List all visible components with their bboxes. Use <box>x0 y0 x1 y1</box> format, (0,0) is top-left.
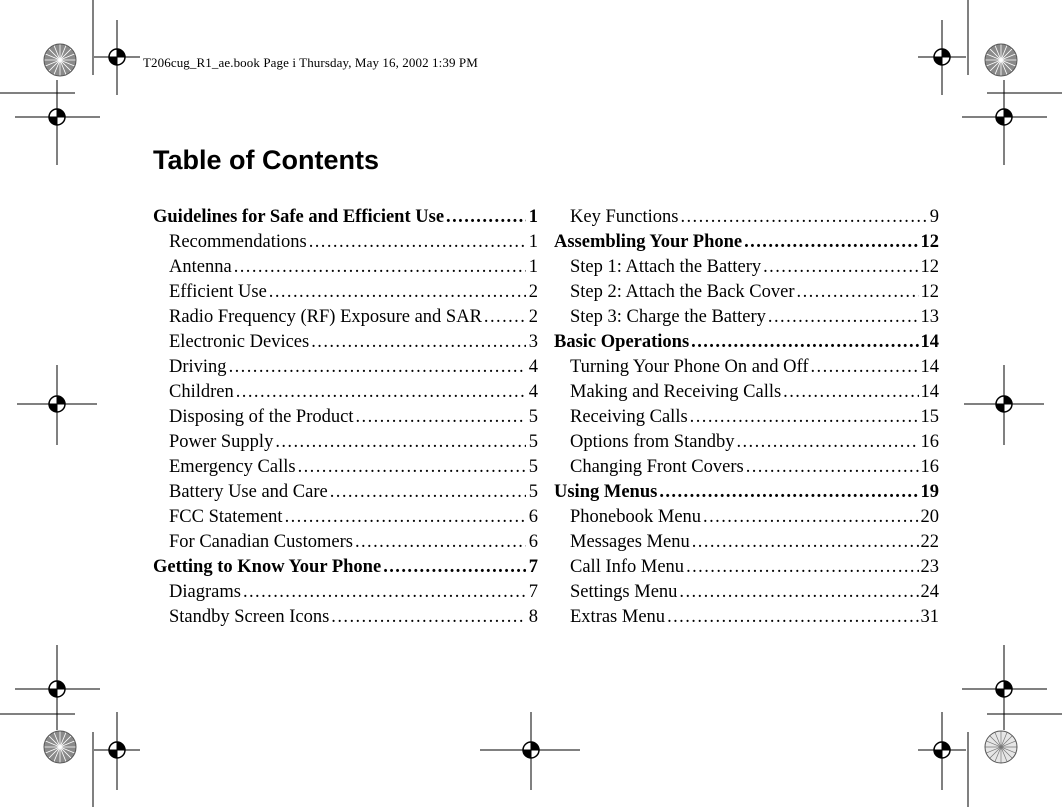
toc-page-number: 16 <box>920 432 939 452</box>
toc-entry[interactable] <box>153 455 538 480</box>
toc-page-number: 7 <box>528 582 538 602</box>
toc-entry-title: For Canadian Customers <box>169 532 353 552</box>
dot-leader <box>446 205 526 230</box>
dot-leader <box>659 480 918 505</box>
toc-entry[interactable] <box>153 330 538 355</box>
dot-leader <box>679 580 918 605</box>
dot-leader <box>680 205 927 230</box>
dot-leader <box>703 505 918 530</box>
toc-entry-title: Settings Menu <box>570 582 678 602</box>
toc-entry-title: Step 2: Attach the Back Cover <box>570 282 795 302</box>
toc-page-number: 15 <box>920 407 939 427</box>
toc-entry-title: Electronic Devices <box>169 332 310 352</box>
toc-entry-title: Options from Standby <box>570 432 735 452</box>
toc-entry-title: Using Menus <box>554 482 658 502</box>
toc-entry-title: Power Supply <box>169 432 274 452</box>
toc-page-number: 23 <box>920 557 939 577</box>
toc-entry[interactable] <box>554 405 939 430</box>
dot-leader <box>744 230 918 255</box>
dot-leader <box>331 605 526 630</box>
dot-leader <box>763 255 918 280</box>
toc-page-number: 20 <box>920 507 939 527</box>
dot-leader <box>275 430 526 455</box>
dot-leader <box>236 380 526 405</box>
dot-leader <box>355 405 526 430</box>
dot-leader <box>234 255 526 280</box>
toc-entry-title: Assembling Your Phone <box>554 232 743 252</box>
toc-entry-title: Antenna <box>169 257 232 277</box>
dot-leader <box>229 355 526 380</box>
toc-entry-title: Making and Receiving Calls <box>570 382 782 402</box>
toc-entry[interactable] <box>153 305 538 330</box>
toc-entry[interactable] <box>554 530 939 555</box>
toc-entry-title: Key Functions <box>570 207 679 227</box>
toc-entry[interactable] <box>153 605 538 630</box>
toc-entry[interactable] <box>554 280 939 305</box>
toc-section-entry[interactable] <box>554 330 939 355</box>
toc-page-number: 22 <box>920 532 939 552</box>
toc-page-number: 5 <box>528 407 538 427</box>
dot-leader <box>484 305 526 330</box>
toc-entry-title: Diagrams <box>169 582 241 602</box>
toc-page-number: 19 <box>920 482 939 502</box>
dot-leader <box>686 555 918 580</box>
dot-leader <box>309 230 526 255</box>
toc-section-entry[interactable] <box>153 555 538 580</box>
dot-leader <box>746 455 919 480</box>
toc-entry[interactable] <box>153 480 538 505</box>
dot-leader <box>691 330 918 355</box>
dot-leader <box>783 380 918 405</box>
dot-leader <box>690 405 919 430</box>
print-slug: T206cug_R1_ae.book Page i Thursday, May 16, 2002 1:39 PM <box>143 55 478 70</box>
toc-entry-title: Changing Front Covers <box>570 457 744 477</box>
toc-entry-title: Children <box>169 382 234 402</box>
toc-entry-title: Emergency Calls <box>169 457 296 477</box>
page-title: Table of Contents <box>153 145 379 175</box>
toc-entry-title: Extras Menu <box>570 607 666 627</box>
toc-entry-title: Step 1: Attach the Battery <box>570 257 762 277</box>
toc-page-number: 12 <box>920 232 939 252</box>
toc-entry-title: Driving <box>169 357 227 377</box>
color-bar-starburst-icon <box>44 44 76 76</box>
toc-entry-title: Basic Operations <box>554 332 690 352</box>
toc-section-entry[interactable] <box>554 480 939 505</box>
toc-entry-title: FCC Statement <box>169 507 283 527</box>
toc-entry[interactable] <box>554 355 939 380</box>
toc-entry[interactable] <box>554 580 939 605</box>
dot-leader <box>330 480 526 505</box>
toc-page-number: 4 <box>528 382 538 402</box>
toc-page-number: 4 <box>528 357 538 377</box>
color-bar-starburst-icon <box>985 731 1017 763</box>
toc-entry[interactable] <box>153 430 538 455</box>
toc-entry-title: Standby Screen Icons <box>169 607 330 627</box>
toc-entry-title: Getting to Know Your Phone <box>153 557 382 577</box>
dot-leader <box>311 330 526 355</box>
toc-entry[interactable] <box>554 505 939 530</box>
toc-entry-title: Recommendations <box>169 232 307 252</box>
toc-page-number: 6 <box>528 532 538 552</box>
toc-entry[interactable] <box>554 380 939 405</box>
toc-entry-title: Step 3: Charge the Battery <box>570 307 766 327</box>
toc-entry-title: Radio Frequency (RF) Exposure and SAR <box>169 307 482 327</box>
toc-entry[interactable] <box>153 230 538 255</box>
toc-page-number: 6 <box>528 507 538 527</box>
toc-page-number: 1 <box>528 232 538 252</box>
toc-entry[interactable] <box>153 580 538 605</box>
toc-entry-title: Efficient Use <box>169 282 267 302</box>
toc-page-number: 14 <box>920 332 939 352</box>
toc-entry-title: Guidelines for Safe and Efficient Use <box>153 207 445 227</box>
toc-entry-title: Call Info Menu <box>570 557 685 577</box>
dot-leader <box>810 355 918 380</box>
toc-page-number: 14 <box>920 357 939 377</box>
toc-page-number: 1 <box>528 257 538 277</box>
toc-entry[interactable] <box>153 405 538 430</box>
toc-column-left <box>153 205 538 630</box>
toc-entry-title: Turning Your Phone On and Off <box>570 357 809 377</box>
dot-leader <box>355 530 526 555</box>
toc-page-number: 3 <box>528 332 538 352</box>
toc-entry[interactable] <box>554 555 939 580</box>
toc-page-number: 16 <box>920 457 939 477</box>
toc-entry[interactable] <box>554 205 939 230</box>
toc-entry[interactable] <box>153 255 538 280</box>
toc-page-number: 5 <box>528 432 538 452</box>
toc-page-number: 31 <box>920 607 939 627</box>
toc-entry[interactable] <box>554 455 939 480</box>
toc-page-number: 12 <box>920 282 939 302</box>
toc-page-number: 12 <box>920 257 939 277</box>
toc-page-number: 5 <box>528 457 538 477</box>
toc-entry-title: Messages Menu <box>570 532 690 552</box>
toc-entry[interactable] <box>153 530 538 555</box>
toc-section-entry[interactable] <box>153 205 538 230</box>
dot-leader <box>285 505 526 530</box>
toc-page-number: 13 <box>920 307 939 327</box>
toc-column-right <box>554 205 939 630</box>
color-bar-starburst-icon <box>985 44 1017 76</box>
toc-page-number: 5 <box>528 482 538 502</box>
toc-entry[interactable] <box>153 380 538 405</box>
toc-page-number: 1 <box>528 207 538 227</box>
toc-entry-title: Phonebook Menu <box>570 507 702 527</box>
toc-page-number: 2 <box>528 307 538 327</box>
dot-leader <box>243 580 526 605</box>
dot-leader <box>768 305 919 330</box>
dot-leader <box>298 455 526 480</box>
dot-leader <box>383 555 526 580</box>
toc-section-entry[interactable] <box>554 230 939 255</box>
dot-leader <box>269 280 526 305</box>
toc-page-number: 8 <box>528 607 538 627</box>
toc-page-number: 14 <box>920 382 939 402</box>
toc-entry[interactable] <box>554 255 939 280</box>
dot-leader <box>736 430 918 455</box>
toc-page-number: 7 <box>528 557 538 577</box>
dot-leader <box>667 605 918 630</box>
toc-page-number: 24 <box>920 582 939 602</box>
toc-entry[interactable] <box>554 305 939 330</box>
toc-page-number: 2 <box>528 282 538 302</box>
toc-page-number: 9 <box>929 207 939 227</box>
toc-entry[interactable] <box>153 505 538 530</box>
color-bar-starburst-icon <box>44 731 76 763</box>
dot-leader <box>692 530 919 555</box>
toc-entry-title: Receiving Calls <box>570 407 688 427</box>
toc-entry[interactable] <box>153 355 538 380</box>
toc-entry[interactable] <box>554 605 939 630</box>
toc-entry-title: Battery Use and Care <box>169 482 328 502</box>
dot-leader <box>797 280 919 305</box>
toc-entry[interactable] <box>153 280 538 305</box>
toc-entry-title: Disposing of the Product <box>169 407 354 427</box>
toc-entry[interactable] <box>554 430 939 455</box>
